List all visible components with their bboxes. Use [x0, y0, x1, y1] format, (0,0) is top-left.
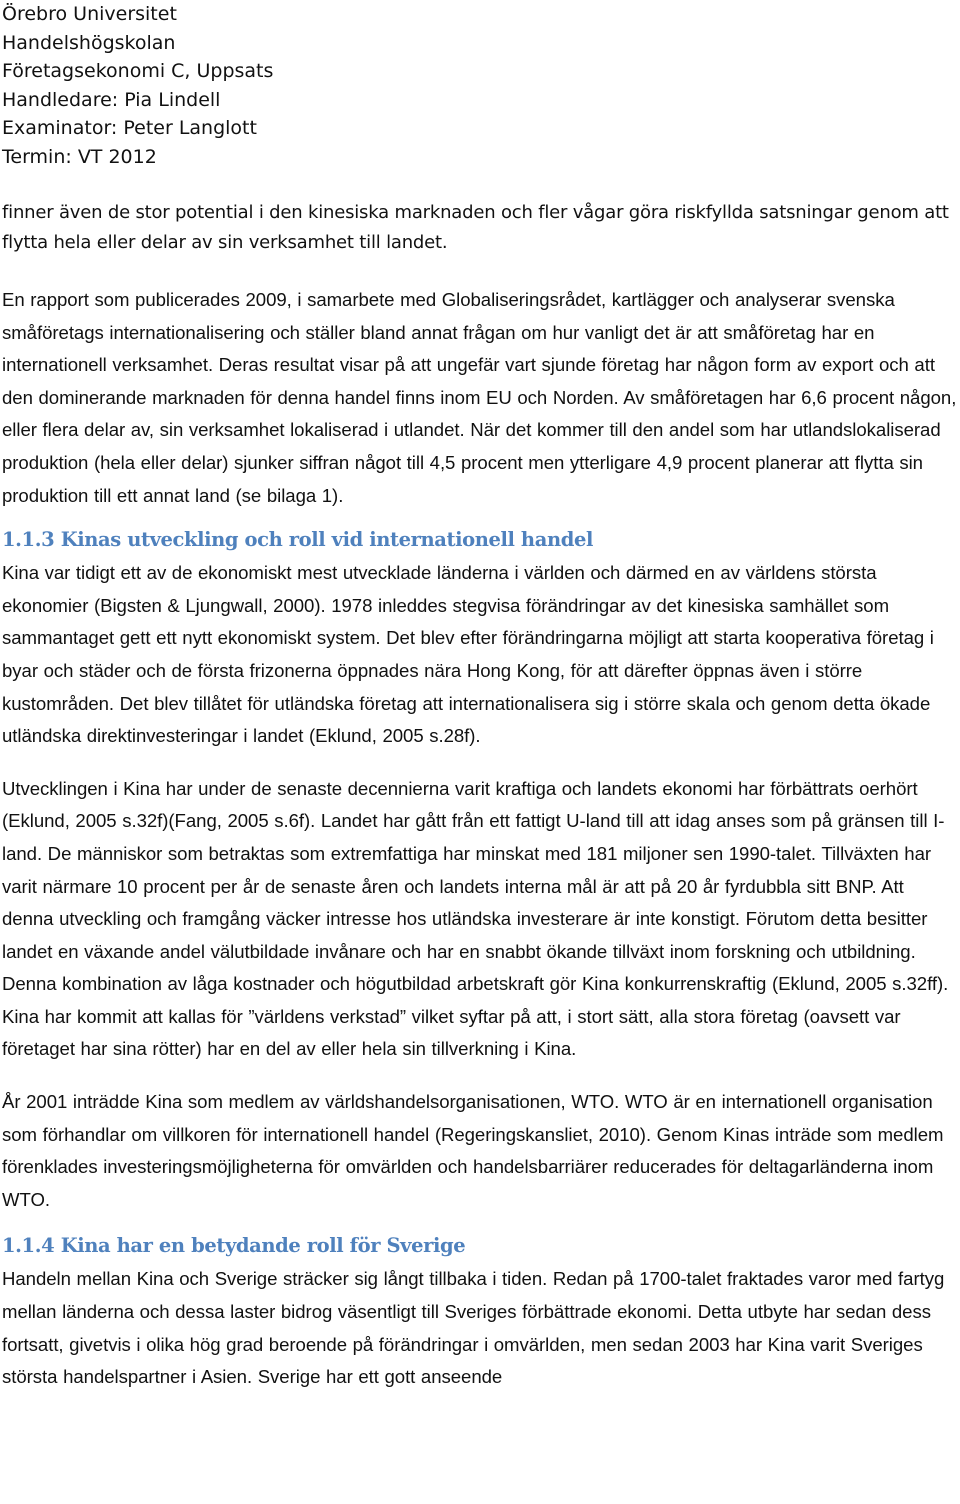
- paragraph-kina-development: Utvecklingen i Kina har under de senaste decennierna varit kraftiga och landets ekonomi har förbättrats oerhört (Eklund, 2005 s.32f)(Fang, 2005 s.6f). Landet har gått från ett fattigt U-land till att idag anses som på gränsen till I-land. De människor som betraktas som extremfattiga har minskat med 181 miljoner sen 1990-talet. Tillväxten har varit närmare 10 procent per år de senaste åren och landets interna mål är att på 20 år fyrdubbla sitt BNP. Att denna utveckling och framgång väcker intresse hos utländska investerare är inte konstigt. Förutom detta besitter landet en växande andel välutbildade invånare och har en snabbt ökande tillväxt inom forskning och utbildning. Denna kombination av låga kostnader och högutbildad arbetskraft gör Kina konkurrenskraftig (Eklund, 2005 s.32ff). Kina har kommit att kallas för ”världens verkstad” vilket syftar på att, i stort sätt, alla stora företag (oavsett var företaget har sina rötter) har en del av eller hela sin tillverkning i Kina.: [2, 777, 949, 1060]
- section-heading-kina-utveckling: [2, 526, 957, 554]
- section-title: Kinas utveckling och roll vid internationell handel: [60, 528, 593, 552]
- section-number: 1.1.4: [2, 1234, 55, 1258]
- paragraph-kina-history: Kina var tidigt ett av de ekonomiskt mest utvecklade länderna i världen och därmed en av världens största ekonomier (Bigsten & Ljungwall, 2000). 1978 inleddes stegvisa förändringar av det kinesiska samhället som sammantaget gett ett nytt ekonomiskt system. Det blev efter förändringarna möjligt att starta kooperativa företag i byar och städer och de första frizonerna öppnades nära Hong Kong, för att därefter öppnas även i större kustområden. Det blev tillåtet för utländska företag att internationalisera sig i större skala och genom detta ökade utländska direktinvesteringar i landet (Eklund, 2005 s.28f).: [2, 562, 934, 747]
- paragraph-report: En rapport som publicerades 2009, i samarbete med Globaliseringsrådet, kartlägger och analyserar svenska småföretags internationalisering och ställer bland annat frågan om hur vanligt det är att småföretag har en internationell verksamhet. Deras resultat visar på att ungefär vart sjunde företag har någon form av export och att den dominerande marknaden för denna handel finns inom EU och Norden. Av småföretagen har 6,6 procent någon, eller flera delar av, sin verksamhet lokaliserad i utlandet. När det kommer till den andel som har utlandslokaliserad produktion (hela eller delar) sjunker siffran något till 4,5 procent men ytterligare 4,9 procent planerar att flytta sin produktion till ett annat land (se bilaga 1).: [2, 289, 957, 506]
- section-heading-kina-sverige: [2, 1232, 957, 1260]
- header-university: Örebro Universitet: [2, 3, 177, 25]
- paragraph-wto: År 2001 inträdde Kina som medlem av världshandelsorganisationen, WTO. WTO är en internationell organisation som förhandlar om villkoren för internationell handel (Regeringskansliet, 2010). Genom Kinas inträde som medlem förenklades investeringsmöjligheterna för omvärlden och handelsbarriärer reducerades för deltagarländerna inom WTO.: [2, 1091, 944, 1210]
- header-course: Företagsekonomi C, Uppsats: [2, 60, 274, 82]
- header-school: Handelshögskolan: [2, 31, 176, 54]
- header-supervisor: Handledare: Pia Lindell: [2, 88, 221, 111]
- document-page: [2, 0, 957, 1394]
- paragraph-kina-sverige-trade: Handeln mellan Kina och Sverige sträcker sig långt tillbaka i tiden. Redan på 1700-talet fraktades varor med fartyg mellan länderna och dessa laster bidrog väsentligt till Sveriges förbättrade ekonomi. Detta utbyte har sedan dess fortsatt, givetvis i olika hög grad beroende på förändringar i omvärlden, men sedan 2003 har Kina varit Sveriges största handelspartner i Asien. Sverige har ett gott anseende: [2, 1268, 945, 1388]
- header-term: Termin: VT 2012: [2, 145, 157, 168]
- section-title: Kina har en betydande roll för Sverige: [60, 1234, 466, 1258]
- document-header: [2, 0, 957, 171]
- section-number: 1.1.3: [2, 528, 55, 552]
- header-examiner: Examinator: Peter Langlott: [2, 117, 257, 139]
- intro-paragraph: finner även de stor potential i den kinesiska marknaden och fler vågar göra riskfyllda satsningar genom att flytta hela eller delar av sin verksamhet till landet.: [2, 202, 949, 253]
